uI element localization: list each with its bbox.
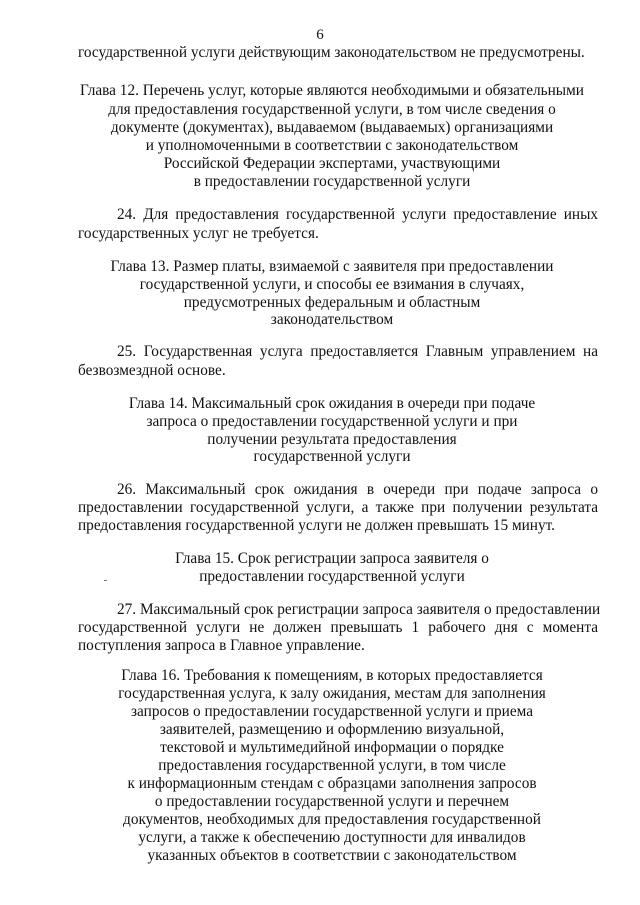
chapter-12-heading-line: в предоставлении государственной услуги (193, 173, 471, 190)
paragraph-26-line: предоставлении государственной услуги, а также при получении результата (78, 499, 598, 516)
chapter-12-heading-line: Российской Федерации экспертами, участвующими (163, 155, 501, 172)
chapter-12-heading-line: Глава 12. Перечень услуг, которые являются необходимыми и обязательными (80, 82, 584, 99)
chapter-16-heading-line: предоставления государственной услуги, в том числе (158, 757, 506, 774)
chapter-16-heading-line: к информационным стендам с образцами заполнения запросов (127, 775, 537, 792)
chapter-16-heading-line: запросов о предоставлении государственной услуги и приема (131, 703, 533, 720)
chapter-16-heading-line: о предоставлении государственной услуги и перечнем (154, 793, 510, 810)
paragraph-26-line: 26. Максимальный срок ожидания в очереди при подаче запроса о (117, 481, 598, 498)
paragraph-24-line: 24. Для предоставления государственной услуги предоставление иных (117, 206, 598, 223)
chapter-14-heading-line: государственной услуги (253, 448, 411, 465)
chapter-16-heading-line: заявителей, размещению и оформлению визуальной, (159, 721, 505, 738)
paragraph-27-line: поступления запроса в Главное управление. (78, 637, 365, 654)
chapter-14-heading-line: Глава 14. Максимальный срок ожидания в очереди при подаче (128, 395, 536, 412)
chapter-12-heading-line: для предоставления государственной услуги, в том числе сведения о (108, 101, 556, 118)
chapter-14-heading-line: получении результата предоставления (207, 431, 457, 448)
chapter-13-heading-line: предусмотренных федеральным и областным (183, 294, 481, 311)
paragraph-25-line: безвозмездной основе. (78, 362, 226, 379)
chapter-13-heading-line: Глава 13. Размер платы, взимаемой с заявителя при предоставлении (110, 258, 554, 275)
chapter-15-heading-line: предоставлении государственной услуги (199, 568, 465, 585)
chapter-16-heading-line: Глава 16. Требования к помещениям, в которых предоставляется (121, 667, 543, 684)
paragraph-27-line: государственной услуги не должен превышать 1 рабочего дня с момента (78, 619, 598, 636)
chapter-12-heading-line: и уполномоченными в соответствии с законодательством (145, 137, 519, 154)
chapter-15-heading-line: Глава 15. Срок регистрации запроса заявителя о (175, 550, 489, 567)
chapter-13-heading-line: законодательством (270, 311, 394, 328)
paragraph-25-line: 25. Государственная услуга предоставляется Главным управлением на (117, 343, 598, 360)
paragraph-line: государственной услуги действующим законодательством не предусмотрены. (78, 44, 585, 61)
paragraph-26-line: предоставления государственной услуги не должен превышать 15 минут. (78, 517, 556, 534)
paragraph-27-line: 27. Максимальный срок регистрации запроса заявителя о предоставлении (117, 601, 601, 618)
paragraph-24-line: государственных услуг не требуется. (78, 225, 319, 242)
page-number: 6 (316, 27, 324, 43)
chapter-16-heading-line: документов, необходимых для предоставления государственной (123, 811, 541, 828)
chapter-13-heading-line: государственной услуги, и способы ее взимания в случаях, (139, 276, 525, 293)
chapter-14-heading-line: запроса о предоставлении государственной услуги и при (146, 413, 518, 430)
chapter-16-heading-line: услуги, а также к обеспечению доступности для инвалидов (138, 829, 526, 846)
chapter-12-heading-line: документе (документах), выдаваемом (выдаваемых) организациями (110, 119, 554, 136)
chapter-16-heading-line: государственная услуга, к залу ожидания, местам для заполнения (118, 685, 546, 702)
scan-mark (104, 580, 107, 581)
chapter-16-heading-line: указанных объектов в соответствии с законодательством (147, 847, 517, 864)
chapter-16-heading-line: текстовой и мультимедийной информации о порядке (160, 739, 504, 756)
